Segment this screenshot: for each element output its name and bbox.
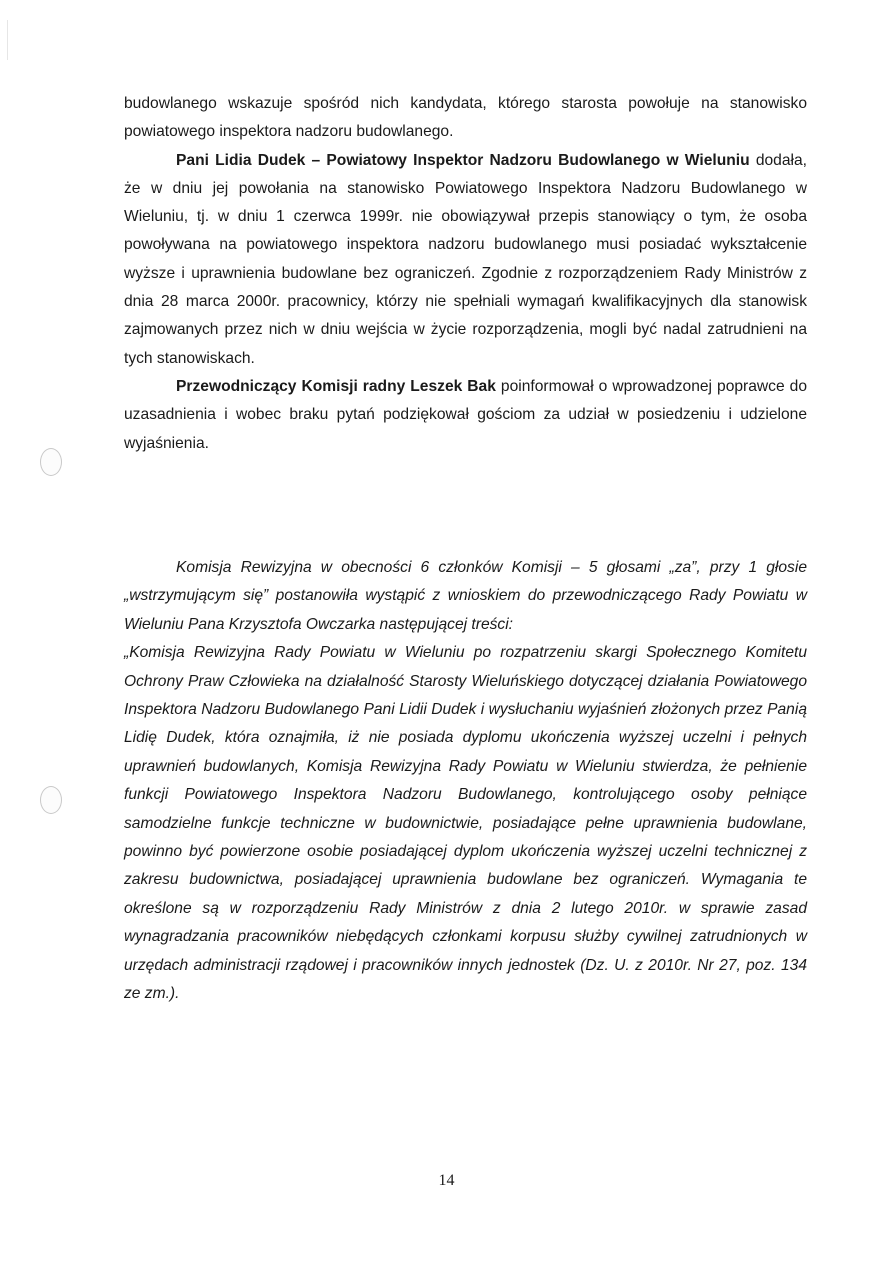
page-number: 14 — [438, 1172, 455, 1189]
body-text — [124, 90, 807, 458]
paragraph-text: poinformował o wprowadzonej poprawce do uzasadnienia i wobec braku pytań podziękował gościom za udział w posiedzeniu i udzielone wyjaśnienia. — [124, 377, 808, 452]
paragraph-inspector-statement — [124, 147, 807, 373]
speaker-name: Pani Lidia Dudek – Powiatowy Inspektor Nadzoru Budowlanego w Wieluniu — [176, 151, 750, 169]
paragraph-chairman-statement — [124, 373, 807, 458]
resolution-block — [124, 554, 807, 1009]
paragraph-continuation — [124, 90, 807, 147]
resolution-quote: „Komisja Rewizyjna Rady Powiatu w Wieluniu po rozpatrzeniu skargi Społecznego Komitetu Ochrony Praw Człowieka na działalność Starosty Wieluńskiego dotyczącej działania Powiatowego Inspektora Nadzoru Budowlanego Pani Lidii Dudek i wysłuchaniu wyjaśnień złożonych przez Panią Lidię Dudek, która oznajmiła, iż nie posiada dyplomu ukończenia wyższej uczelni i pełnych uprawnień budowlanych, Komisja Rewizyjna Rady Powiatu w Wieluniu stwierdza, że pełnienie funkcji Powiatowego Inspektora Nadzoru Budowlanego, kontrolującego osoby pełniące samodzielne funkcje techniczne w budownictwie, posiadające pełne uprawnienia budowlane, powinno być powierzone osobie posiadającej dyplom ukończenia wyższej uczelni technicznej z zakresu budownictwa, posiadającej uprawnienia budowlane bez ograniczeń. Wymagania te określone są w rozporządzeniu Rady Ministrów z dnia 2 lutego 2010r. w sprawie zasad wynagradzania pracowników niebędących członkami korpusu służby cywilnej zatrudnionych w urzędach administracji rządowej i pracowników innych jednostek (Dz. U. z 2010r. Nr 27, poz. 134 ze zm.). — [124, 644, 807, 1003]
speaker-name: Przewodniczący Komisji radny Leszek Bak — [176, 377, 496, 395]
resolution-intro: Komisja Rewizyjna w obecności 6 członków Komisji – 5 głosami „za”, przy 1 głosie „wstrzymującym się” postanowiła wystąpić z wnioskiem do przewodniczącego Rady Powiatu w Wieluniu Pana Krzysztofa Owczarka następującej treści: — [124, 559, 807, 633]
punch-hole-mark — [40, 786, 62, 814]
punch-hole-mark — [40, 448, 62, 476]
scan-edge-mark — [7, 20, 8, 60]
paragraph-text: dodała, że w dniu jej powołania na stanowisko Powiatowego Inspektora Nadzoru Budowlanego w Wieluniu, tj. w dniu 1 czerwca 1999r. nie obowiązywał przepis stanowiący o tym, że osoba powoływana na powiatowego inspektora nadzoru budowlanego musi posiadać wykształcenie wyższe i uprawnienia budowlane bez ograniczeń. Zgodnie z rozporządzeniem Rady Ministrów z dnia 28 marca 2000r. pracownicy, którzy nie spełniali wymagań kwalifikacyjnych dla stanowisk zajmowanych przez nich w dniu wejścia w życie rozporządzenia, mogli być nadal zatrudnieni na tych stanowiskach. — [124, 151, 807, 367]
paragraph-text: budowlanego wskazuje spośród nich kandydata, którego starosta powołuje na stanowisko powiatowego inspektora nadzoru budowlanego. — [124, 95, 807, 141]
